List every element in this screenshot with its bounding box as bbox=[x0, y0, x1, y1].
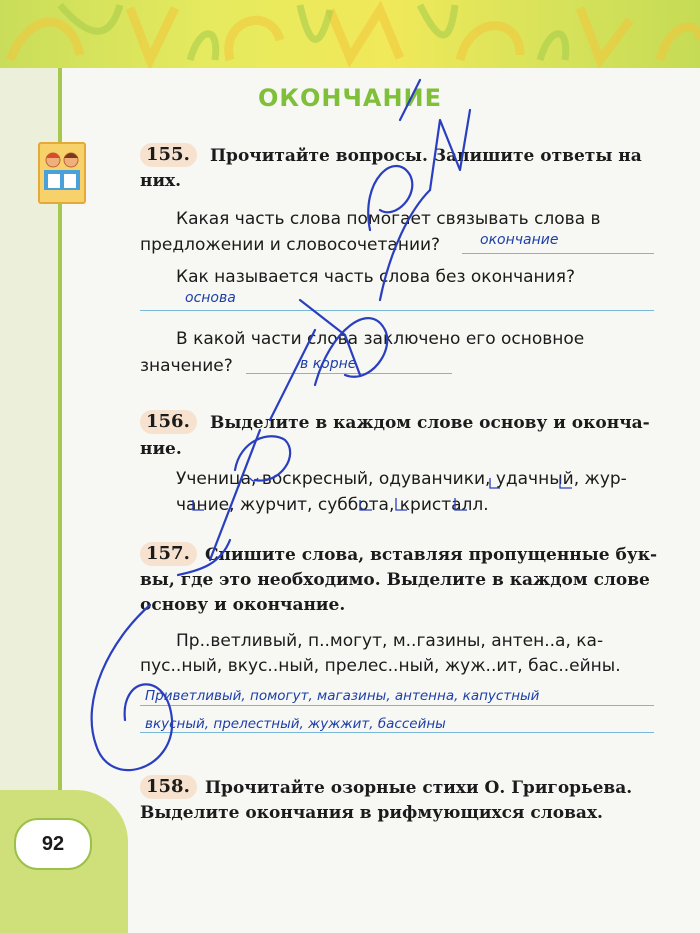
answer-2: основа bbox=[185, 290, 236, 306]
exercise-157-answer-line2: вкусный, прелестный, жужжит, бассейны bbox=[145, 716, 446, 732]
exercise-156-task-line1: Выделите в каждом слове основу и оконча- bbox=[210, 413, 650, 433]
page-number: 92 bbox=[14, 818, 92, 870]
exercise-157-task-line2: вы, где это необходимо. Выделите в каждом слове bbox=[140, 570, 650, 590]
exercise-156-task-line2: ние. bbox=[140, 439, 182, 459]
exercise-157-number: 157. bbox=[140, 542, 197, 566]
answer-line-1 bbox=[462, 253, 654, 254]
exercise-158-task-line2: Выделите окончания в рифмующихся словах. bbox=[140, 803, 603, 823]
question-3-line2: значение? bbox=[140, 356, 233, 376]
answer-line-3 bbox=[246, 373, 452, 374]
exercise-158-task-line1: Прочитайте озорные стихи О. Григорьева. bbox=[205, 778, 633, 798]
exercise-156-words-line2: чание, журчит, суббота, кристалл. bbox=[176, 495, 489, 515]
writing-line-2 bbox=[140, 732, 654, 733]
answer-1: окончание bbox=[480, 232, 559, 248]
answer-line-2 bbox=[140, 310, 654, 311]
writing-line-1 bbox=[140, 705, 654, 706]
question-1-line2: предложении и словосочетании? bbox=[140, 235, 441, 255]
question-3-line1: В какой части слова заключено его основное bbox=[176, 329, 585, 349]
exercise-156-number: 156. bbox=[140, 410, 197, 434]
exercise-157-task-line3: основу и окончание. bbox=[140, 595, 346, 615]
exercise-156-words-line1: Ученица, воскресный, одуванчики, удачный, жур- bbox=[176, 469, 627, 489]
header-banner bbox=[0, 0, 700, 68]
question-1-line1: Какая часть слова помогает связывать слова в bbox=[176, 209, 601, 229]
exercise-155-task-line2: них. bbox=[140, 171, 182, 191]
exercise-158-number: 158. bbox=[140, 775, 197, 799]
exercise-157-answer-line1: Приветливый, помогут, магазины, антенна, капустный bbox=[145, 688, 540, 704]
decorative-letters bbox=[0, 0, 700, 68]
exercise-157-task-line1: Спишите слова, вставляя пропущенные бук- bbox=[205, 545, 658, 565]
answer-3: в корне bbox=[300, 356, 357, 372]
page-title: ОКОНЧАНИЕ bbox=[257, 84, 443, 112]
exercise-155-task-line1: Прочитайте вопросы. Запишите ответы на bbox=[210, 146, 642, 166]
question-2: Как называется часть слова без окончания? bbox=[176, 267, 575, 287]
reading-children-icon bbox=[38, 142, 86, 204]
exercise-157-words-line2: пус..ный, вкус..ный, прелес..ный, жуж..ит, бас..ейны. bbox=[140, 656, 621, 676]
exercise-157-words-line1: Пр..ветливый, п..могут, м..газины, антен..а, ка- bbox=[176, 631, 604, 651]
exercise-155-number: 155. bbox=[140, 143, 197, 167]
